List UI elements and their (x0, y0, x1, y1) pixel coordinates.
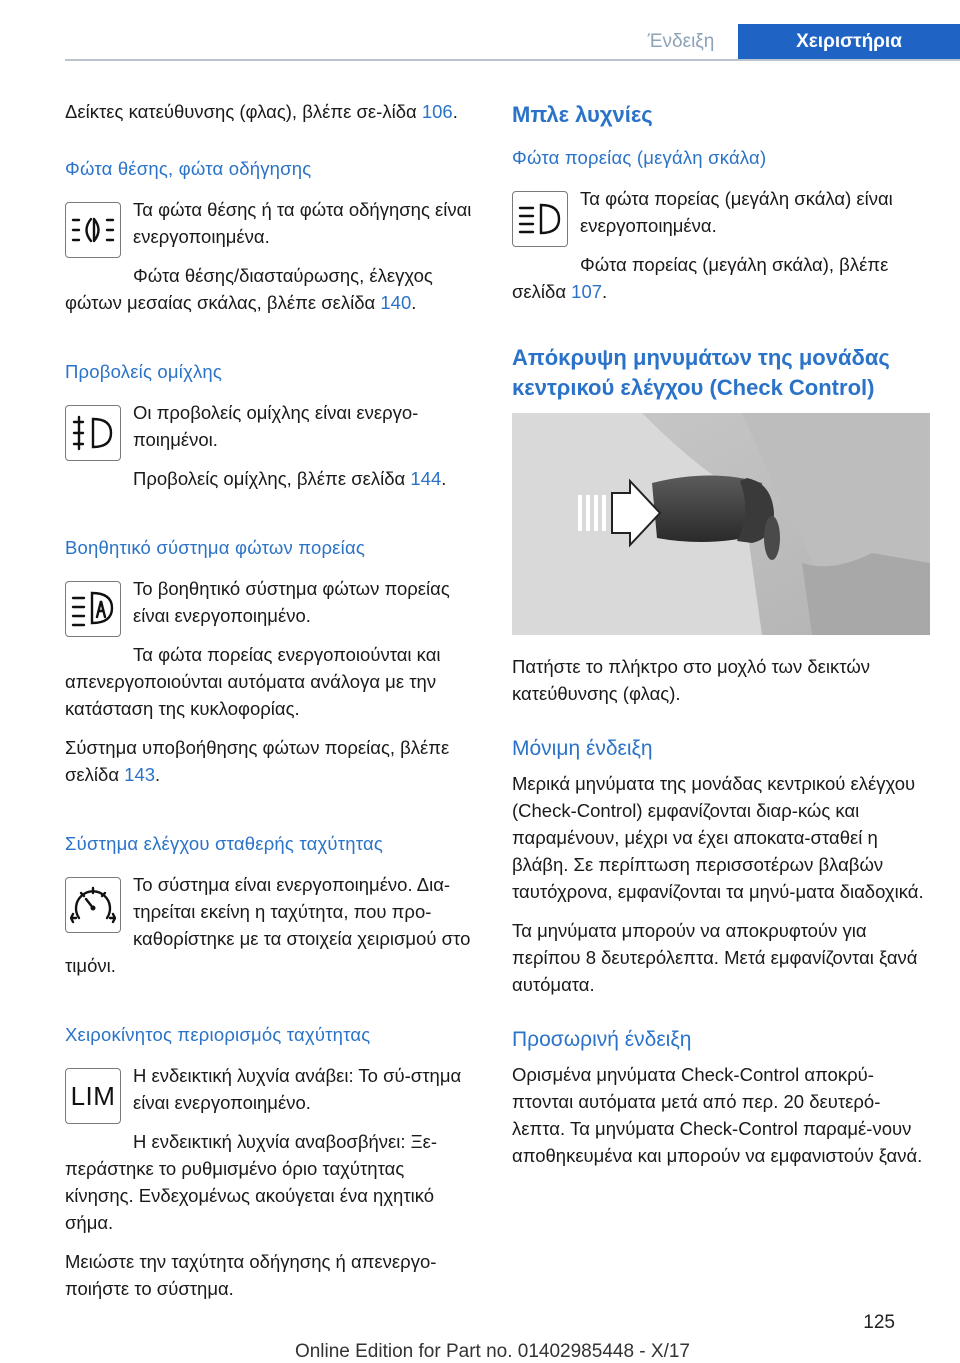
photo-caption: Πατήστε το πλήκτρο στο μοχλό των δεικτών κατεύθυνσης (φλας). (512, 656, 871, 704)
parking-lights-entry: Τα φώτα θέσης ή τα φώτα οδήγησης είναι ενεργοποιημένα. Φώτα θέσης/διασταύρωσης, έλεγχος φώτων μεσαίας σκάλας, βλέπε σελίδα 140. (65, 199, 472, 313)
parking-lights-icon (65, 202, 121, 258)
turn-signal-lever-photo (512, 413, 930, 635)
tab-indication[interactable]: Ένδειξη (647, 31, 715, 52)
section-title: Προβολείς ομίχλης (65, 361, 223, 382)
page-number: 125 (863, 1312, 895, 1333)
page-link[interactable]: 106 (421, 101, 453, 122)
section-title: Βοηθητικό σύστημα φώτων πορείας (65, 537, 365, 558)
high-beam-assist-entry: Το βοηθητικό σύστημα φώτων πορείας είναι ενεργοποιημένο. Τα φώτα πορείας ενεργοποιούνται και απενεργοποιούνται αυτόματα ανάλογα με την κατάσταση της κυκλοφορίας. Σύστημα υποβοήθησης φώτων πορείας, βλέπε σελίδα 143. (65, 578, 450, 785)
temporary-display-heading: Προσωρινή ένδειξη (512, 1028, 692, 1051)
section-title: Σύστημα ελέγχου σταθερής ταχύτητας (65, 833, 384, 854)
edition-note: Online Edition for Part no. 01402985448 - X/17 (294, 1341, 690, 1362)
fog-lights-icon (65, 405, 121, 461)
right-column: Μπλε λυχνίες Φώτα πορείας (μεγάλη σκάλα) Τα φώτα πορείας (μεγάλη σκάλα) είναι ενεργοποιημένα. Φώτα πορείας (μεγάλη σκάλα), βλέπε σελίδα 107. Απόκρυψη μηνυμάτων της μονάδας κεντρικού ελέγχου (Check Control) Πατήστε το πλήκτρο στο μοχλό των δεικτών κατεύθυνσης (φλας). Μόνιμη ένδειξη Μερικά μηνύματα της μονάδας κεντρικού ελέγχου (Check-Control) εμφανίζονται διαρ-κώς και παραμένουν, μέχρι να έχει αποκατα-σταθεί η βλάβη. Σε περίπτωση περισσοτέρων βλαβών ταυτόχρονα, εμφανίζονται τα μηνύ-ματα διαδοχικά. Τα μηνύματα μπορούν να αποκρυφτούν για περίπου 8 δευτερόλεπτα. Μετά εμφανίζονται ξανά αυτόματα. Προσωρινή ένδειξη Ορισμένα μηνύματα Check-Control αποκρύ-πτονται αυτόματα μετά από περ. 20 δευτερό-λεπτα. Τα μηνύματα Check-Control παραμέ-νουν αποθηκευμένα και μπορούν να εμφανιστούν ξανά. (512, 98, 930, 1181)
high-beam-icon (512, 191, 568, 247)
tab-controls[interactable]: Χειριστήρια (738, 24, 960, 59)
page-link[interactable]: 143 (124, 764, 156, 785)
fog-lights-entry: Οι προβολείς ομίχλης είναι ενεργο-ποιημένοι. Προβολείς ομίχλης, βλέπε σελίδα 144. (65, 399, 475, 504)
speed-limiter-icon: LIM (65, 1068, 121, 1124)
hide-messages-heading: Απόκρυψη μηνυμάτων της μονάδας κεντρικού ελέγχου (Check Control) (512, 345, 890, 400)
page-link[interactable]: 144 (410, 468, 442, 489)
high-beam-assist-icon (65, 581, 121, 637)
header-rule (65, 59, 960, 61)
page-link[interactable]: 107 (571, 281, 603, 302)
section-title: Χειροκίνητος περιορισμός ταχύτητας (65, 1024, 371, 1045)
cruise-control-entry: Το σύστημα είναι ενεργοποιημένο. Δια-τηρείται εκείνη η ταχύτητα, που προ-καθορίστηκε με τα στοιχεία χειρισμού στο τιμόνι. (65, 874, 471, 976)
left-column (65, 98, 475, 1314)
cruise-control-icon (65, 877, 121, 933)
blue-lights-heading: Μπλε λυχνίες (512, 102, 653, 127)
page-link[interactable]: 140 (380, 292, 412, 313)
section-title: Φώτα θέσης, φώτα οδήγησης (65, 158, 312, 179)
section-title: Φώτα πορείας (μεγάλη σκάλα) (512, 147, 767, 168)
intro-paragraph: Δείκτες κατεύθυνσης (φλας), βλέπε σε-λίδα 106. (65, 101, 458, 122)
high-beam-entry: Τα φώτα πορείας (μεγάλη σκάλα) είναι ενεργοποιημένα. Φώτα πορείας (μεγάλη σκάλα), βλέπε σελίδα 107. (512, 188, 893, 302)
permanent-display-heading: Μόνιμη ένδειξη (512, 737, 653, 760)
speed-limiter-entry: LIM Η ενδεικτική λυχνία ανάβει: Το σύ-στημα είναι ενεργοποιημένο. Η ενδεικτική λυχνία αναβοσβήνει: Ξε-περάστηκε το ρυθμισμένο όριο ταχύτητας κίνησης. Ενδεχομένως ακούγεται ένα ηχητικό σήμα. Μειώστε την ταχύτητα οδήγησης ή απενεργο-ποιήστε το σύστημα. (65, 1065, 462, 1299)
